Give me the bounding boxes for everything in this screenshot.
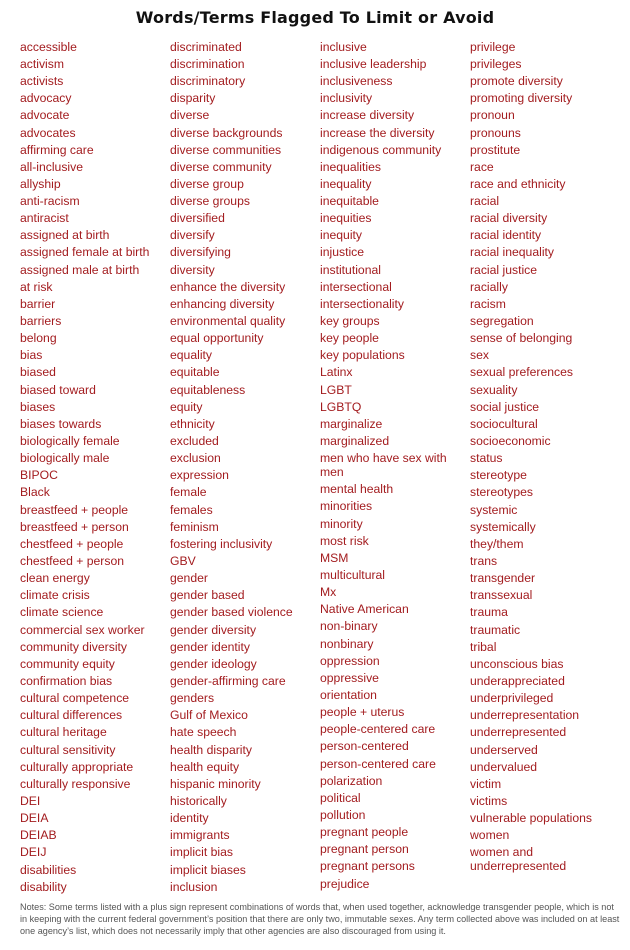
term-item: inequities (320, 211, 372, 226)
term-item: victims (470, 793, 508, 808)
term-item: disparity (170, 91, 216, 106)
term-item: accessible (20, 39, 77, 54)
term-item: underprivileged (470, 691, 554, 706)
term-item: prostitute (470, 142, 521, 157)
term-item: diversify (170, 228, 215, 243)
terms-column-1 (20, 38, 170, 895)
term-item: oppressive (320, 670, 379, 685)
term-item: Mx (320, 585, 337, 600)
term-item: inclusivity (320, 91, 373, 106)
term-item: diverse group (170, 176, 244, 191)
term-item: minority (320, 516, 363, 531)
term-item: people + uterus (320, 705, 405, 720)
term-item: climate science (20, 605, 104, 620)
term-item: sociocultural (470, 416, 538, 431)
term-item: biased toward (20, 382, 96, 397)
term-item: confirmation bias (20, 674, 113, 688)
term-item: allyship (20, 176, 61, 191)
term-item: diversifying (170, 245, 231, 260)
term-item: sexual preferences (470, 365, 573, 380)
term-item: socioeconomic (470, 434, 551, 449)
term-item: undervalued (470, 759, 538, 774)
term-item: mental health (320, 482, 394, 497)
term-item: multicultural (320, 568, 386, 583)
term-item: equality (170, 348, 213, 363)
term-item: political (320, 790, 361, 805)
term-item: pregnant person (320, 842, 409, 857)
term-item: systemic (470, 502, 518, 517)
term-item: increase the diversity (320, 125, 435, 140)
term-item: hate speech (170, 725, 237, 740)
term-item: nonbinary (320, 636, 374, 651)
term-item: biased (20, 365, 56, 380)
term-item: disability (20, 879, 67, 894)
term-item: person-centered care (320, 756, 436, 771)
term-item: intersectional (320, 279, 392, 294)
term-item: females (170, 502, 213, 517)
term-item: barrier (20, 296, 56, 311)
term-item: community diversity (20, 639, 128, 654)
term-item: culturally responsive (20, 776, 131, 791)
term-item: people-centered care (320, 722, 436, 737)
term-item: sense of belonging (470, 331, 573, 346)
term-item: at risk (20, 279, 53, 294)
term-item: pregnant people (320, 825, 409, 840)
term-item: DEI (20, 793, 41, 808)
terms-column-4 (470, 38, 620, 895)
term-item: immigrants (170, 828, 230, 843)
term-item: historically (170, 793, 227, 808)
term-item: DEIJ (20, 845, 47, 860)
term-item: diverse backgrounds (170, 125, 283, 140)
term-item: women and underrepresented (470, 845, 567, 874)
term-item: disabilities (20, 862, 77, 877)
term-item: bias (20, 348, 43, 363)
term-item: gender identity (170, 639, 250, 654)
term-item: racism (470, 296, 506, 311)
term-item: transsexual (470, 588, 533, 603)
term-item: systemically (470, 519, 536, 534)
term-item: unconscious bias (470, 656, 564, 671)
term-item: biases (20, 399, 56, 414)
term-item: social justice (470, 399, 540, 414)
term-item: key people (320, 331, 379, 346)
term-item: hispanic minority (170, 776, 261, 791)
term-item: underrepresentation (470, 708, 580, 723)
term-item: prejudice (320, 876, 370, 891)
term-item: belong (20, 331, 57, 346)
term-item: inclusion (170, 879, 218, 894)
term-item: oppression (320, 653, 380, 668)
term-item: antiracist (20, 211, 69, 226)
term-item: race and ethnicity (470, 176, 566, 191)
term-item: sex (470, 348, 489, 363)
term-item: community equity (20, 656, 115, 671)
term-item: racial identity (470, 228, 542, 243)
footnote-notes: Notes: Some terms listed with a plus sign represent combinations of words that, when used together, acknowledge transgender people, which is not in keeping with the current federal government’s position that there are only two, immutable sexes. Any term collected above was included on at least one agency’s list, which does not necessarily imply that other agencies are also discouraged from using it. (20, 902, 620, 936)
term-item: expression (170, 468, 229, 483)
term-item: identity (170, 811, 209, 826)
term-item: diverse (170, 108, 210, 123)
term-item: LGBTQ (320, 399, 362, 414)
term-item: key populations (320, 348, 405, 363)
term-item: diversified (170, 211, 225, 226)
term-item: promote diversity (470, 74, 563, 89)
term-item: BIPOC (20, 468, 58, 483)
terms-column-3 (320, 38, 470, 895)
term-item: commercial sex worker (20, 622, 145, 637)
term-item: implicit biases (170, 862, 246, 877)
term-item: cultural competence (20, 691, 130, 706)
term-item: female (170, 485, 207, 500)
term-item: trauma (470, 605, 508, 620)
term-item: non-binary (320, 619, 378, 634)
term-item: status (470, 451, 503, 466)
term-item: genders (170, 691, 215, 706)
term-item: vulnerable populations (470, 811, 592, 826)
term-item: diverse community (170, 159, 272, 174)
term-item: biases towards (20, 416, 102, 431)
term-item: underrepresented (470, 725, 567, 740)
term-item: intersectionality (320, 296, 404, 311)
term-item: DEIA (20, 811, 49, 826)
term-item: women (470, 828, 510, 843)
term-item: biologically male (20, 451, 110, 466)
term-item: gender ideology (170, 656, 257, 671)
term-item: feminism (170, 519, 219, 534)
term-item: inequality (320, 176, 372, 191)
term-item: advocacy (20, 91, 72, 106)
term-item: person-centered (320, 739, 409, 754)
term-item: advocates (20, 125, 76, 140)
term-item: clean energy (20, 571, 90, 586)
term-item: key groups (320, 314, 380, 329)
term-item: discrimination (170, 56, 245, 71)
term-item: racial (470, 194, 500, 209)
term-item: gender based (170, 588, 245, 603)
term-item: underserved (470, 742, 538, 757)
term-item: equal opportunity (170, 331, 264, 346)
term-item: inequity (320, 228, 363, 243)
term-item: chestfeed + person (20, 554, 125, 569)
term-item: assigned male at birth (20, 262, 140, 277)
term-item: inequitable (320, 194, 379, 209)
term-item: exclusion (170, 451, 221, 466)
term-item: breastfeed + people (20, 502, 129, 517)
term-item: victim (470, 776, 502, 791)
term-item: affirming care (20, 142, 94, 157)
term-item: cultural differences (20, 708, 123, 723)
term-item: cultural heritage (20, 725, 107, 740)
term-item: biologically female (20, 434, 120, 449)
term-item: pronouns (470, 125, 521, 140)
term-item: anti-racism (20, 194, 80, 209)
term-item: culturally appropriate (20, 759, 134, 774)
term-item: gender (170, 571, 208, 586)
term-item: enhance the diversity (170, 279, 286, 294)
term-item: Latinx (320, 365, 353, 380)
term-item: activists (20, 74, 64, 89)
term-item: transgender (470, 571, 536, 586)
term-item: men who have sex with men (320, 451, 447, 480)
term-item: traumatic (470, 622, 521, 637)
term-item: gender-affirming care (170, 674, 286, 688)
term-item: cultural sensitivity (20, 742, 116, 757)
term-item: enhancing diversity (170, 296, 275, 311)
term-item: ethnicity (170, 416, 215, 431)
term-item: orientation (320, 688, 377, 702)
term-item: equitableness (170, 382, 246, 397)
terms-grid (20, 38, 620, 895)
term-item: racial inequality (470, 245, 555, 260)
term-item: polarization (320, 773, 383, 788)
term-item: privileges (470, 56, 522, 71)
term-item: pronoun (470, 108, 515, 123)
term-item: GBV (170, 554, 196, 569)
term-item: pollution (320, 807, 366, 822)
term-item: gender based violence (170, 605, 293, 620)
term-item: underappreciated (470, 674, 565, 688)
term-item: they/them (470, 536, 524, 551)
term-item: discriminated (170, 39, 242, 54)
term-item: advocate (20, 108, 70, 123)
term-item: Black (20, 485, 50, 500)
term-item: all-inclusive (20, 159, 83, 174)
term-item: gender diversity (170, 622, 257, 637)
term-item: indigenous community (320, 142, 442, 157)
term-item: health equity (170, 759, 240, 774)
term-item: equitable (170, 365, 220, 380)
term-item: fostering inclusivity (170, 536, 273, 551)
term-item: barriers (20, 314, 62, 329)
term-item: segregation (470, 314, 534, 329)
term-item: DEIAB (20, 828, 57, 843)
term-item: chestfeed + people (20, 536, 124, 551)
term-item: environmental quality (170, 314, 286, 329)
term-item: injustice (320, 245, 365, 260)
term-item: increase diversity (320, 108, 415, 123)
term-item: pregnant persons (320, 859, 415, 874)
term-item: equity (170, 399, 203, 414)
term-item: excluded (170, 434, 219, 449)
term-item: LGBT (320, 382, 352, 397)
term-item: tribal (470, 639, 497, 654)
term-item: assigned female at birth (20, 245, 150, 260)
term-item: diversity (170, 262, 215, 277)
term-item: stereotype (470, 468, 527, 483)
term-item: assigned at birth (20, 228, 110, 243)
term-item: sexuality (470, 382, 518, 397)
term-item: inequalities (320, 159, 381, 174)
term-item: MSM (320, 550, 349, 565)
term-item: inclusive leadership (320, 56, 427, 71)
term-item: privilege (470, 39, 516, 54)
term-item: inclusive (320, 39, 367, 54)
page-title: Words/Terms Flagged To Limit or Avoid (135, 8, 495, 27)
term-item: health disparity (170, 742, 252, 757)
term-item: inclusiveness (320, 74, 393, 89)
term-item: most risk (320, 533, 369, 548)
term-item: racial justice (470, 262, 538, 277)
term-item: discriminatory (170, 74, 246, 89)
term-item: racial diversity (470, 211, 548, 226)
term-item: breastfeed + person (20, 519, 129, 534)
terms-column-2 (170, 38, 320, 895)
term-item: minorities (320, 499, 373, 514)
term-item: racially (470, 279, 508, 294)
term-item: institutional (320, 262, 381, 277)
term-item: marginalize (320, 416, 383, 431)
term-item: stereotypes (470, 485, 534, 500)
term-item: trans (470, 554, 498, 569)
term-item: diverse communities (170, 142, 282, 157)
term-item: Gulf of Mexico (170, 708, 248, 723)
term-item: Native American (320, 602, 409, 617)
term-item: promoting diversity (470, 91, 573, 106)
term-item: marginalized (320, 434, 390, 449)
term-item: race (470, 159, 494, 174)
term-item: climate crisis (20, 588, 90, 603)
term-item: activism (20, 56, 65, 71)
term-item: diverse groups (170, 194, 250, 209)
term-item: implicit bias (170, 845, 233, 860)
